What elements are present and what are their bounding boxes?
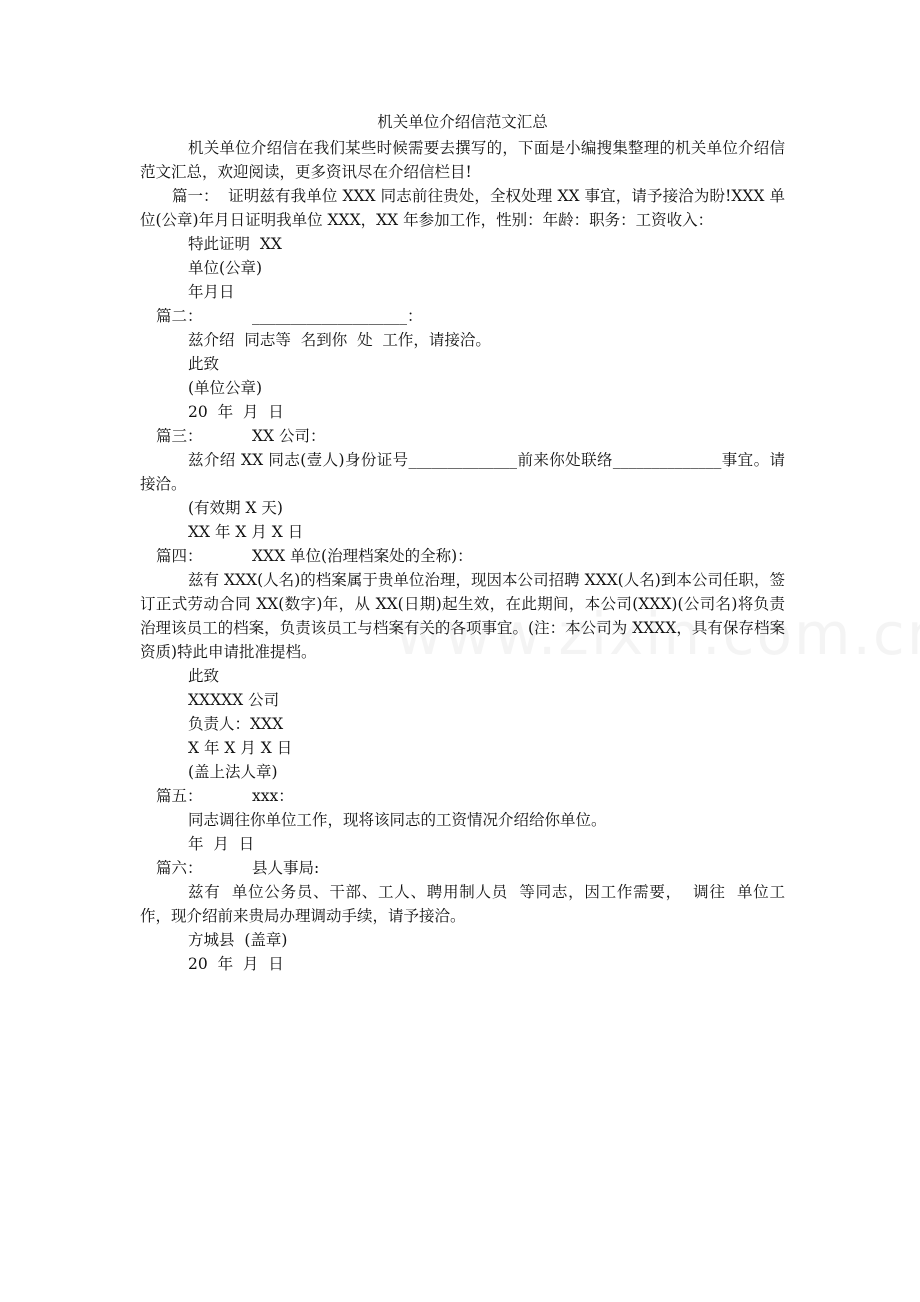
section-4-line: X 年 X 月 X 日 — [188, 739, 293, 757]
section-4-line: XXXXX 公司 — [188, 691, 280, 709]
section-6-addressee: 县人事局: — [252, 859, 320, 877]
section-2-line: (单位公章) — [188, 379, 263, 397]
section-1-text: 证明兹有我单位 XXX 同志前往贵处，全权处理 XX 事宜，请予接洽为盼!XXX 单位(公章)年月日证明我单位 XXX，XX 年参加工作，性别：年龄：职务：工资收入： — [140, 187, 785, 229]
section-5-line: 同志调往你单位工作，现将该同志的工资情况介绍给你单位。 — [188, 811, 607, 829]
section-2-line: 兹介绍 同志等 名到你 处 工作，请接洽。 — [188, 331, 491, 349]
document-body — [140, 110, 785, 976]
section-2-line: 此致 — [188, 355, 220, 373]
section-3-addressee: XX 公司： — [252, 427, 326, 445]
section-4-body: 兹有 XXX(人名)的档案属于贵单位治理，现因本公司招聘 XXX(人名)到本公司任职，签订正式劳动合同 XX(数字)年，从 XX(日期)起生效，在此期间，本公司(XXX)(公司名)将负责治理该员工的档案，负责该员工与档案有关的各项事宜。(注：本公司为 XXXX，具有保存档案资质)特此申请批准提档。 — [140, 571, 785, 661]
section-6-heading — [140, 856, 785, 880]
section-4-line: (盖上法人章) — [188, 763, 278, 781]
section-2-line: 20 年 月 日 — [188, 403, 284, 421]
section-3-line: XX 年 X 月 X 日 — [188, 523, 304, 541]
section-4-line: 负责人：XXX — [188, 715, 284, 733]
section-3-line: (有效期 X 天) — [188, 499, 283, 517]
section-3-heading — [140, 424, 785, 448]
section-4-label: 篇四： — [156, 547, 203, 565]
section-2-label: 篇二： — [156, 307, 203, 325]
section-6-line: 20 年 月 日 — [188, 955, 284, 973]
section-1-body — [140, 184, 785, 232]
section-1-line: 年月日 — [188, 283, 235, 301]
document-title: 机关单位介绍信范文汇总 — [377, 113, 548, 131]
section-5-addressee: xxx： — [252, 787, 294, 805]
section-5-heading — [140, 784, 785, 808]
section-1-line: 单位(公章) — [188, 259, 263, 277]
section-3-body: 兹介绍 XX 同志(壹人)身份证号______________前来你处联络______________事宜。请接洽。 — [140, 451, 785, 493]
intro-paragraph: 机关单位介绍信在我们某些时候需要去撰写的，下面是小编搜集整理的机关单位介绍信范文汇总，欢迎阅读，更多资讯尽在介绍信栏目! — [140, 139, 785, 181]
section-4-heading — [140, 544, 785, 568]
section-5-label: 篇五： — [156, 787, 203, 805]
section-2-addressee: ____________________： — [252, 307, 423, 325]
section-1-label: 篇一： — [172, 187, 219, 205]
section-6-line: 方城县 (盖章) — [188, 931, 288, 949]
section-2-heading — [140, 304, 785, 328]
section-4-line: 此致 — [188, 667, 220, 685]
section-4-addressee: XXX 单位(治理档案处的全称)： — [252, 547, 473, 565]
section-6-body: 兹有 单位公务员、干部、工人、聘用制人员 等同志，因工作需要， 调往 单位工作，现介绍前来贵局办理调动手续，请予接洽。 — [140, 883, 785, 925]
section-3-label: 篇三： — [156, 427, 203, 445]
section-6-label: 篇六： — [156, 859, 203, 877]
section-5-line: 年 月 日 — [188, 835, 255, 853]
section-1-line: 特此证明 XX — [188, 235, 282, 253]
